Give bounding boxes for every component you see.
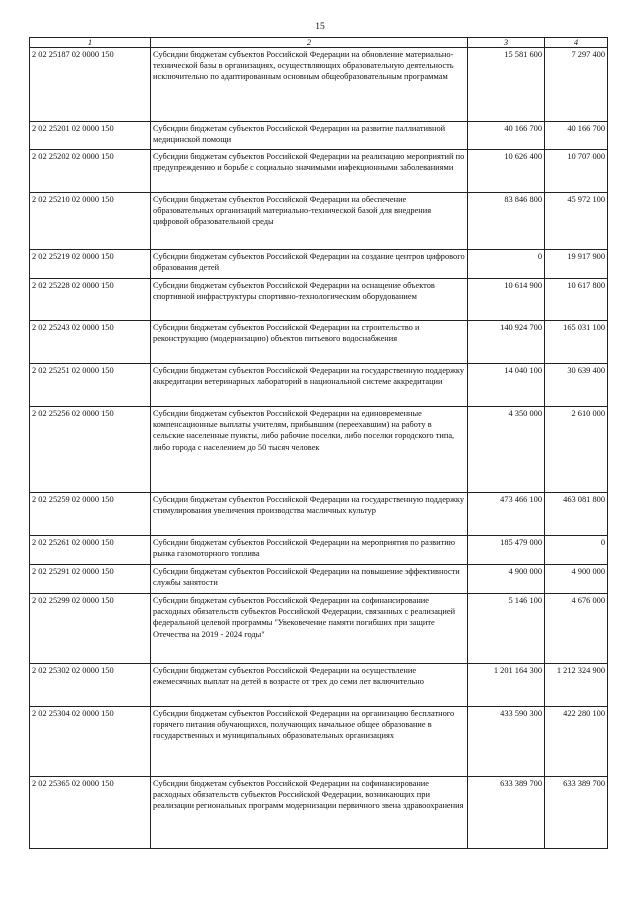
column-header-3: 3 <box>468 38 545 48</box>
subsidy-description: Субсидии бюджетам субъектов Российской Федерации на повышение эффективности службы занятости <box>151 565 468 594</box>
amount-column-4: 4 676 000 <box>545 594 608 664</box>
amount-column-3: 15 581 600 <box>468 48 545 122</box>
table-row <box>30 777 608 849</box>
amount-column-4: 0 <box>545 536 608 565</box>
table-row <box>30 150 608 193</box>
amount-column-3: 433 590 300 <box>468 707 545 777</box>
amount-column-3: 4 900 000 <box>468 565 545 594</box>
table-row <box>30 407 608 493</box>
amount-column-4: 4 900 000 <box>545 565 608 594</box>
budget-code: 2 02 25259 02 0000 150 <box>30 493 151 536</box>
budget-code: 2 02 25201 02 0000 150 <box>30 122 151 150</box>
amount-column-3: 10 614 900 <box>468 279 545 321</box>
amount-column-3: 4 350 000 <box>468 407 545 493</box>
table-row <box>30 664 608 707</box>
budget-code: 2 02 25243 02 0000 150 <box>30 321 151 364</box>
amount-column-3: 40 166 700 <box>468 122 545 150</box>
budget-code: 2 02 25219 02 0000 150 <box>30 250 151 279</box>
amount-column-3: 0 <box>468 250 545 279</box>
subsidy-description: Субсидии бюджетам субъектов Российской Федерации на государственную поддержку аккредитации ветеринарных лабораторий в национальной системе аккредитации <box>151 364 468 407</box>
subsidy-description: Субсидии бюджетам субъектов Российской Федерации на создание центров цифрового образования детей <box>151 250 468 279</box>
amount-column-4: 30 639 400 <box>545 364 608 407</box>
budget-code: 2 02 25291 02 0000 150 <box>30 565 151 594</box>
column-header-1: 1 <box>30 38 151 48</box>
budget-code: 2 02 25261 02 0000 150 <box>30 536 151 565</box>
budget-code: 2 02 25187 02 0000 150 <box>30 48 151 122</box>
amount-column-4: 165 031 100 <box>545 321 608 364</box>
amount-column-4: 19 917 900 <box>545 250 608 279</box>
amount-column-3: 633 389 700 <box>468 777 545 849</box>
table-row <box>30 279 608 321</box>
amount-column-4: 463 081 800 <box>545 493 608 536</box>
subsidy-description: Субсидии бюджетам субъектов Российской Федерации на софинансирование расходных обязательств субъектов Российской Федерации, возникающих при реализации региональных программ модернизации первичного звена здравоохранения <box>151 777 468 849</box>
subsidy-description: Субсидии бюджетам субъектов Российской Федерации на реализацию мероприятий по предупреждению и борьбе с социально значимыми инфекционными заболеваниями <box>151 150 468 193</box>
amount-column-4: 45 972 100 <box>545 193 608 250</box>
subsidy-description: Субсидии бюджетам субъектов Российской Федерации на развитие паллиативной медицинской помощи <box>151 122 468 150</box>
table-row <box>30 536 608 565</box>
table-row <box>30 122 608 150</box>
amount-column-3: 1 201 164 300 <box>468 664 545 707</box>
table-row <box>30 364 608 407</box>
amount-column-3: 185 479 000 <box>468 536 545 565</box>
table-row <box>30 594 608 664</box>
column-header-4: 4 <box>545 38 608 48</box>
subsidy-description: Субсидии бюджетам субъектов Российской Федерации на организацию бесплатного горячего питания обучающихся, получающих начальное общее образование в государственных и муниципальных образовательных организациях <box>151 707 468 777</box>
table-row <box>30 321 608 364</box>
amount-column-4: 10 617 800 <box>545 279 608 321</box>
table-row <box>30 250 608 279</box>
amount-column-4: 2 610 000 <box>545 407 608 493</box>
subsidy-description: Субсидии бюджетам субъектов Российской Федерации на оснащение объектов спортивной инфраструктуры спортивно-технологическим оборудованием <box>151 279 468 321</box>
subsidy-description: Субсидии бюджетам субъектов Российской Федерации на обеспечение образовательных организаций материально-технической базой для внедрения цифровой образовательной среды <box>151 193 468 250</box>
table-row <box>30 193 608 250</box>
amount-column-4: 422 280 100 <box>545 707 608 777</box>
page-number: 15 <box>315 22 325 32</box>
budget-code: 2 02 25251 02 0000 150 <box>30 364 151 407</box>
budget-code: 2 02 25299 02 0000 150 <box>30 594 151 664</box>
subsidy-description: Субсидии бюджетам субъектов Российской Федерации на осуществление ежемесячных выплат на детей в возрасте от трех до семи лет включительно <box>151 664 468 707</box>
amount-column-3: 83 846 800 <box>468 193 545 250</box>
amount-column-3: 10 626 400 <box>468 150 545 193</box>
amount-column-4: 633 389 700 <box>545 777 608 849</box>
amount-column-4: 1 212 324 900 <box>545 664 608 707</box>
amount-column-4: 7 297 400 <box>545 48 608 122</box>
budget-code: 2 02 25202 02 0000 150 <box>30 150 151 193</box>
budget-code: 2 02 25210 02 0000 150 <box>30 193 151 250</box>
table-row <box>30 707 608 777</box>
table-row <box>30 493 608 536</box>
subsidy-description: Субсидии бюджетам субъектов Российской Федерации на обновление материально-технической базы в организациях, осуществляющих образовательную деятельность исключительно по адаптированным основным общеобразовательным программам <box>151 48 468 122</box>
table-row <box>30 565 608 594</box>
table-row <box>30 48 608 122</box>
budget-code: 2 02 25256 02 0000 150 <box>30 407 151 493</box>
subsidy-description: Субсидии бюджетам субъектов Российской Федерации на софинансирование расходных обязательств субъектов Российской Федерации, связанных с реализацией федеральной целевой программы "Увековечение памяти погибших при защите Отечества на 2019 - 2024 годы" <box>151 594 468 664</box>
budget-code: 2 02 25365 02 0000 150 <box>30 777 151 849</box>
column-header-2: 2 <box>151 38 468 48</box>
budget-code: 2 02 25302 02 0000 150 <box>30 664 151 707</box>
table-header-row <box>30 38 608 48</box>
subsidy-description: Субсидии бюджетам субъектов Российской Федерации на строительство и реконструкцию (модернизацию) объектов питьевого водоснабжения <box>151 321 468 364</box>
budget-table <box>29 37 608 849</box>
subsidy-description: Субсидии бюджетам субъектов Российской Федерации на мероприятия по развитию рынка газомоторного топлива <box>151 536 468 565</box>
subsidy-description: Субсидии бюджетам субъектов Российской Федерации на единовременные компенсационные выплаты учителям, прибывшим (переехавшим) на работу в сельские населенные пункты, либо рабочие поселки, либо поселки городского типа, либо города с населением до 50 тысяч человек <box>151 407 468 493</box>
amount-column-4: 40 166 700 <box>545 122 608 150</box>
budget-code: 2 02 25228 02 0000 150 <box>30 279 151 321</box>
amount-column-3: 14 040 100 <box>468 364 545 407</box>
subsidy-description: Субсидии бюджетам субъектов Российской Федерации на государственную поддержку стимулирования увеличения производства масличных культур <box>151 493 468 536</box>
budget-code: 2 02 25304 02 0000 150 <box>30 707 151 777</box>
amount-column-4: 10 707 000 <box>545 150 608 193</box>
amount-column-3: 5 146 100 <box>468 594 545 664</box>
amount-column-3: 140 924 700 <box>468 321 545 364</box>
amount-column-3: 473 466 100 <box>468 493 545 536</box>
